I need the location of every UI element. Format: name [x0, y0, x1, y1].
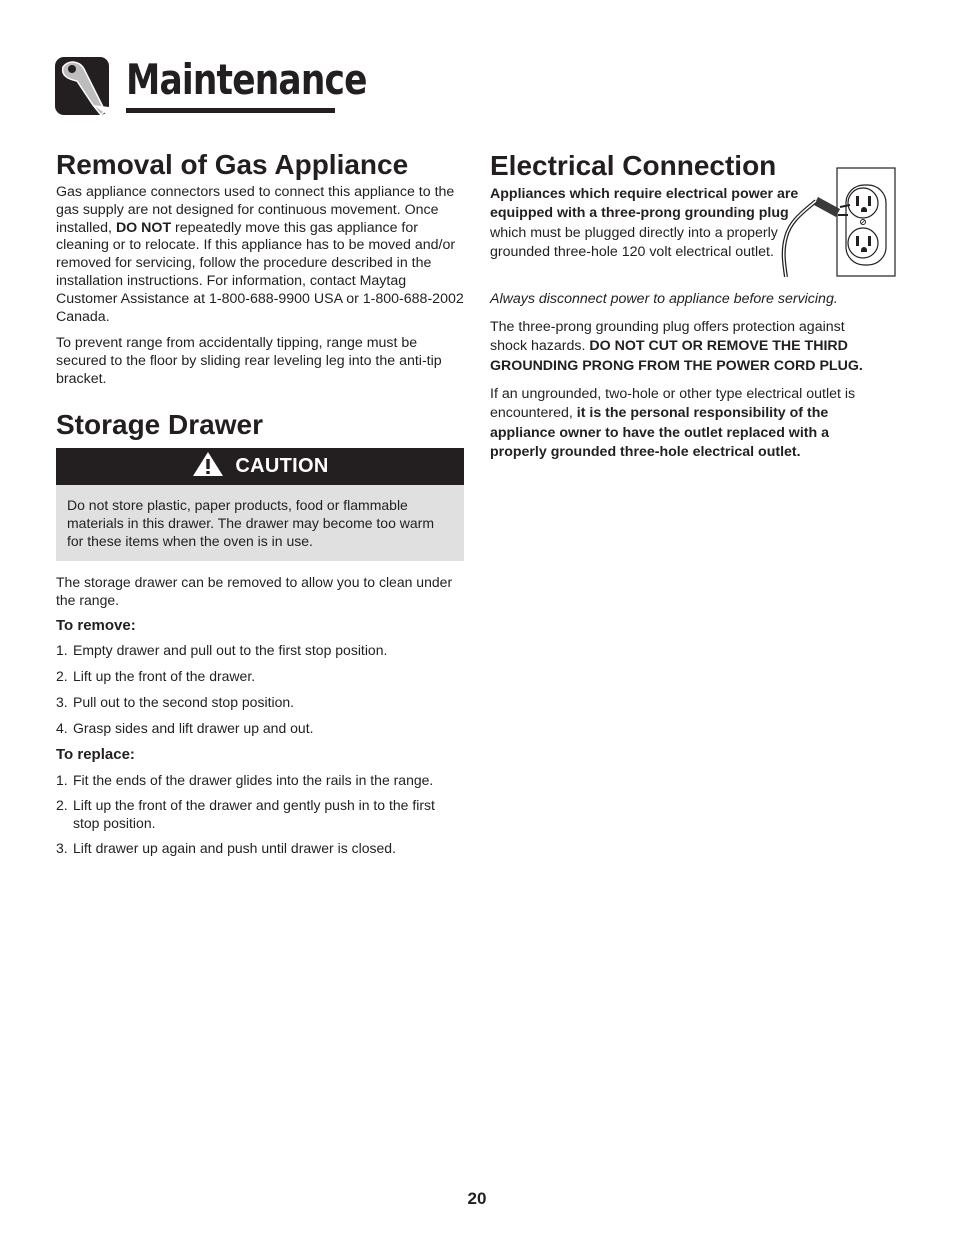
electrical-p4-text: If an ungrounded, two-hole or other type electrical outlet is encountered, [490, 386, 856, 422]
removal-paragraph-1 [56, 184, 464, 326]
replace-steps-list [56, 772, 464, 858]
electrical-paragraph-4 [490, 385, 885, 462]
step-number: 1. [56, 772, 68, 788]
step-number: 1. [56, 642, 68, 658]
step-text: Fit the ends of the drawer glides into the rails in the range. [73, 772, 434, 788]
step-text: Lift drawer up again and push until drawer is closed. [73, 840, 396, 857]
caution-label: CAUTION [235, 455, 329, 477]
removal-heading: Removal of Gas Appliance [56, 149, 409, 180]
step-number: 3. [56, 693, 68, 710]
electrical-p3-bold: DO NOT CUT OR REMOVE THE THIRD GROUNDING PRONG FROM THE POWER CORD PLUG. [490, 338, 863, 374]
step-number: 2. [56, 797, 68, 814]
step-text: Lift up the front of the drawer. [73, 667, 256, 684]
replace-subheading: To replace: [56, 746, 135, 763]
electrical-p4-bold: it is the personal responsibility of the appliance owner to have the outlet replaced with a properly grounded three-hole electrical outlet. [490, 405, 829, 460]
list-item [56, 668, 464, 686]
removal-p1-text-a: Gas appliance connectors used to connect this appliance to the gas supply are not designed for continuous movement. Once installed, [56, 184, 455, 236]
removal-p1-text-b: repeatedly move this gas appliance for cleaning or to relocate. If this appliance has to be moved and/or removed for servicing, follow the procedure described in the installation instructions. For information, contact Maytag Customer Assistance at 1-800-688-9900 USA or 1-800-688-2002 Canada. [56, 219, 464, 325]
electrical-paragraph-2: Always disconnect power to appliance before servicing. [490, 291, 838, 307]
list-item [56, 797, 453, 833]
electrical-p3-text: The three-prong grounding plug offers protection against shock hazards. [490, 319, 845, 355]
list-item [56, 840, 464, 858]
list-item [56, 642, 464, 660]
wrench-screwdriver-icon [55, 55, 113, 117]
electrical-heading: Electrical Connection [490, 150, 777, 181]
step-number: 3. [56, 840, 68, 857]
page-number: 20 [467, 1189, 487, 1208]
step-text: Lift up the front of the drawer and gently push in to the first stop position. [73, 797, 435, 832]
warning-triangle-icon [191, 450, 225, 483]
removal-paragraph-2: To prevent range from accidentally tipping, range must be secured to the floor by sliding rear leveling leg into the anti-tip bracket. [56, 335, 442, 387]
caution-box [56, 485, 464, 561]
step-number: 2. [56, 667, 68, 684]
list-item [56, 694, 464, 712]
remove-steps-list [56, 642, 464, 738]
storage-heading: Storage Drawer [56, 409, 263, 440]
step-number: 4. [56, 719, 68, 736]
list-item [56, 720, 464, 738]
title-underline [126, 108, 335, 113]
caution-text: Do not store plastic, paper products, food or flammable materials in this drawer. The drawer may become too warm for these items when the oven is in use. [67, 497, 434, 549]
storage-intro: The storage drawer can be removed to allow you to clean under the range. [56, 574, 453, 608]
list-item [56, 772, 464, 790]
remove-subheading: To remove: [56, 617, 136, 634]
caution-banner [56, 448, 464, 485]
electrical-paragraph-3 [490, 318, 885, 376]
removal-p1-bold: DO NOT [115, 219, 172, 236]
electrical-p1-bold: Appliances which require electrical power are equipped with a three-prong grounding plug [490, 186, 799, 222]
electrical-p1-text: which must be plugged directly into a properly grounded three-hole 120 volt electrical outlet. [490, 224, 778, 260]
step-text: Grasp sides and lift drawer up and out. [73, 719, 314, 736]
grounded-outlet-plug-icon [774, 165, 898, 277]
electrical-paragraph-1 [490, 185, 800, 262]
step-text: Empty drawer and pull out to the first stop position. [73, 642, 388, 658]
page-title: Maintenance [126, 55, 367, 104]
step-text: Pull out to the second stop position. [73, 693, 295, 710]
